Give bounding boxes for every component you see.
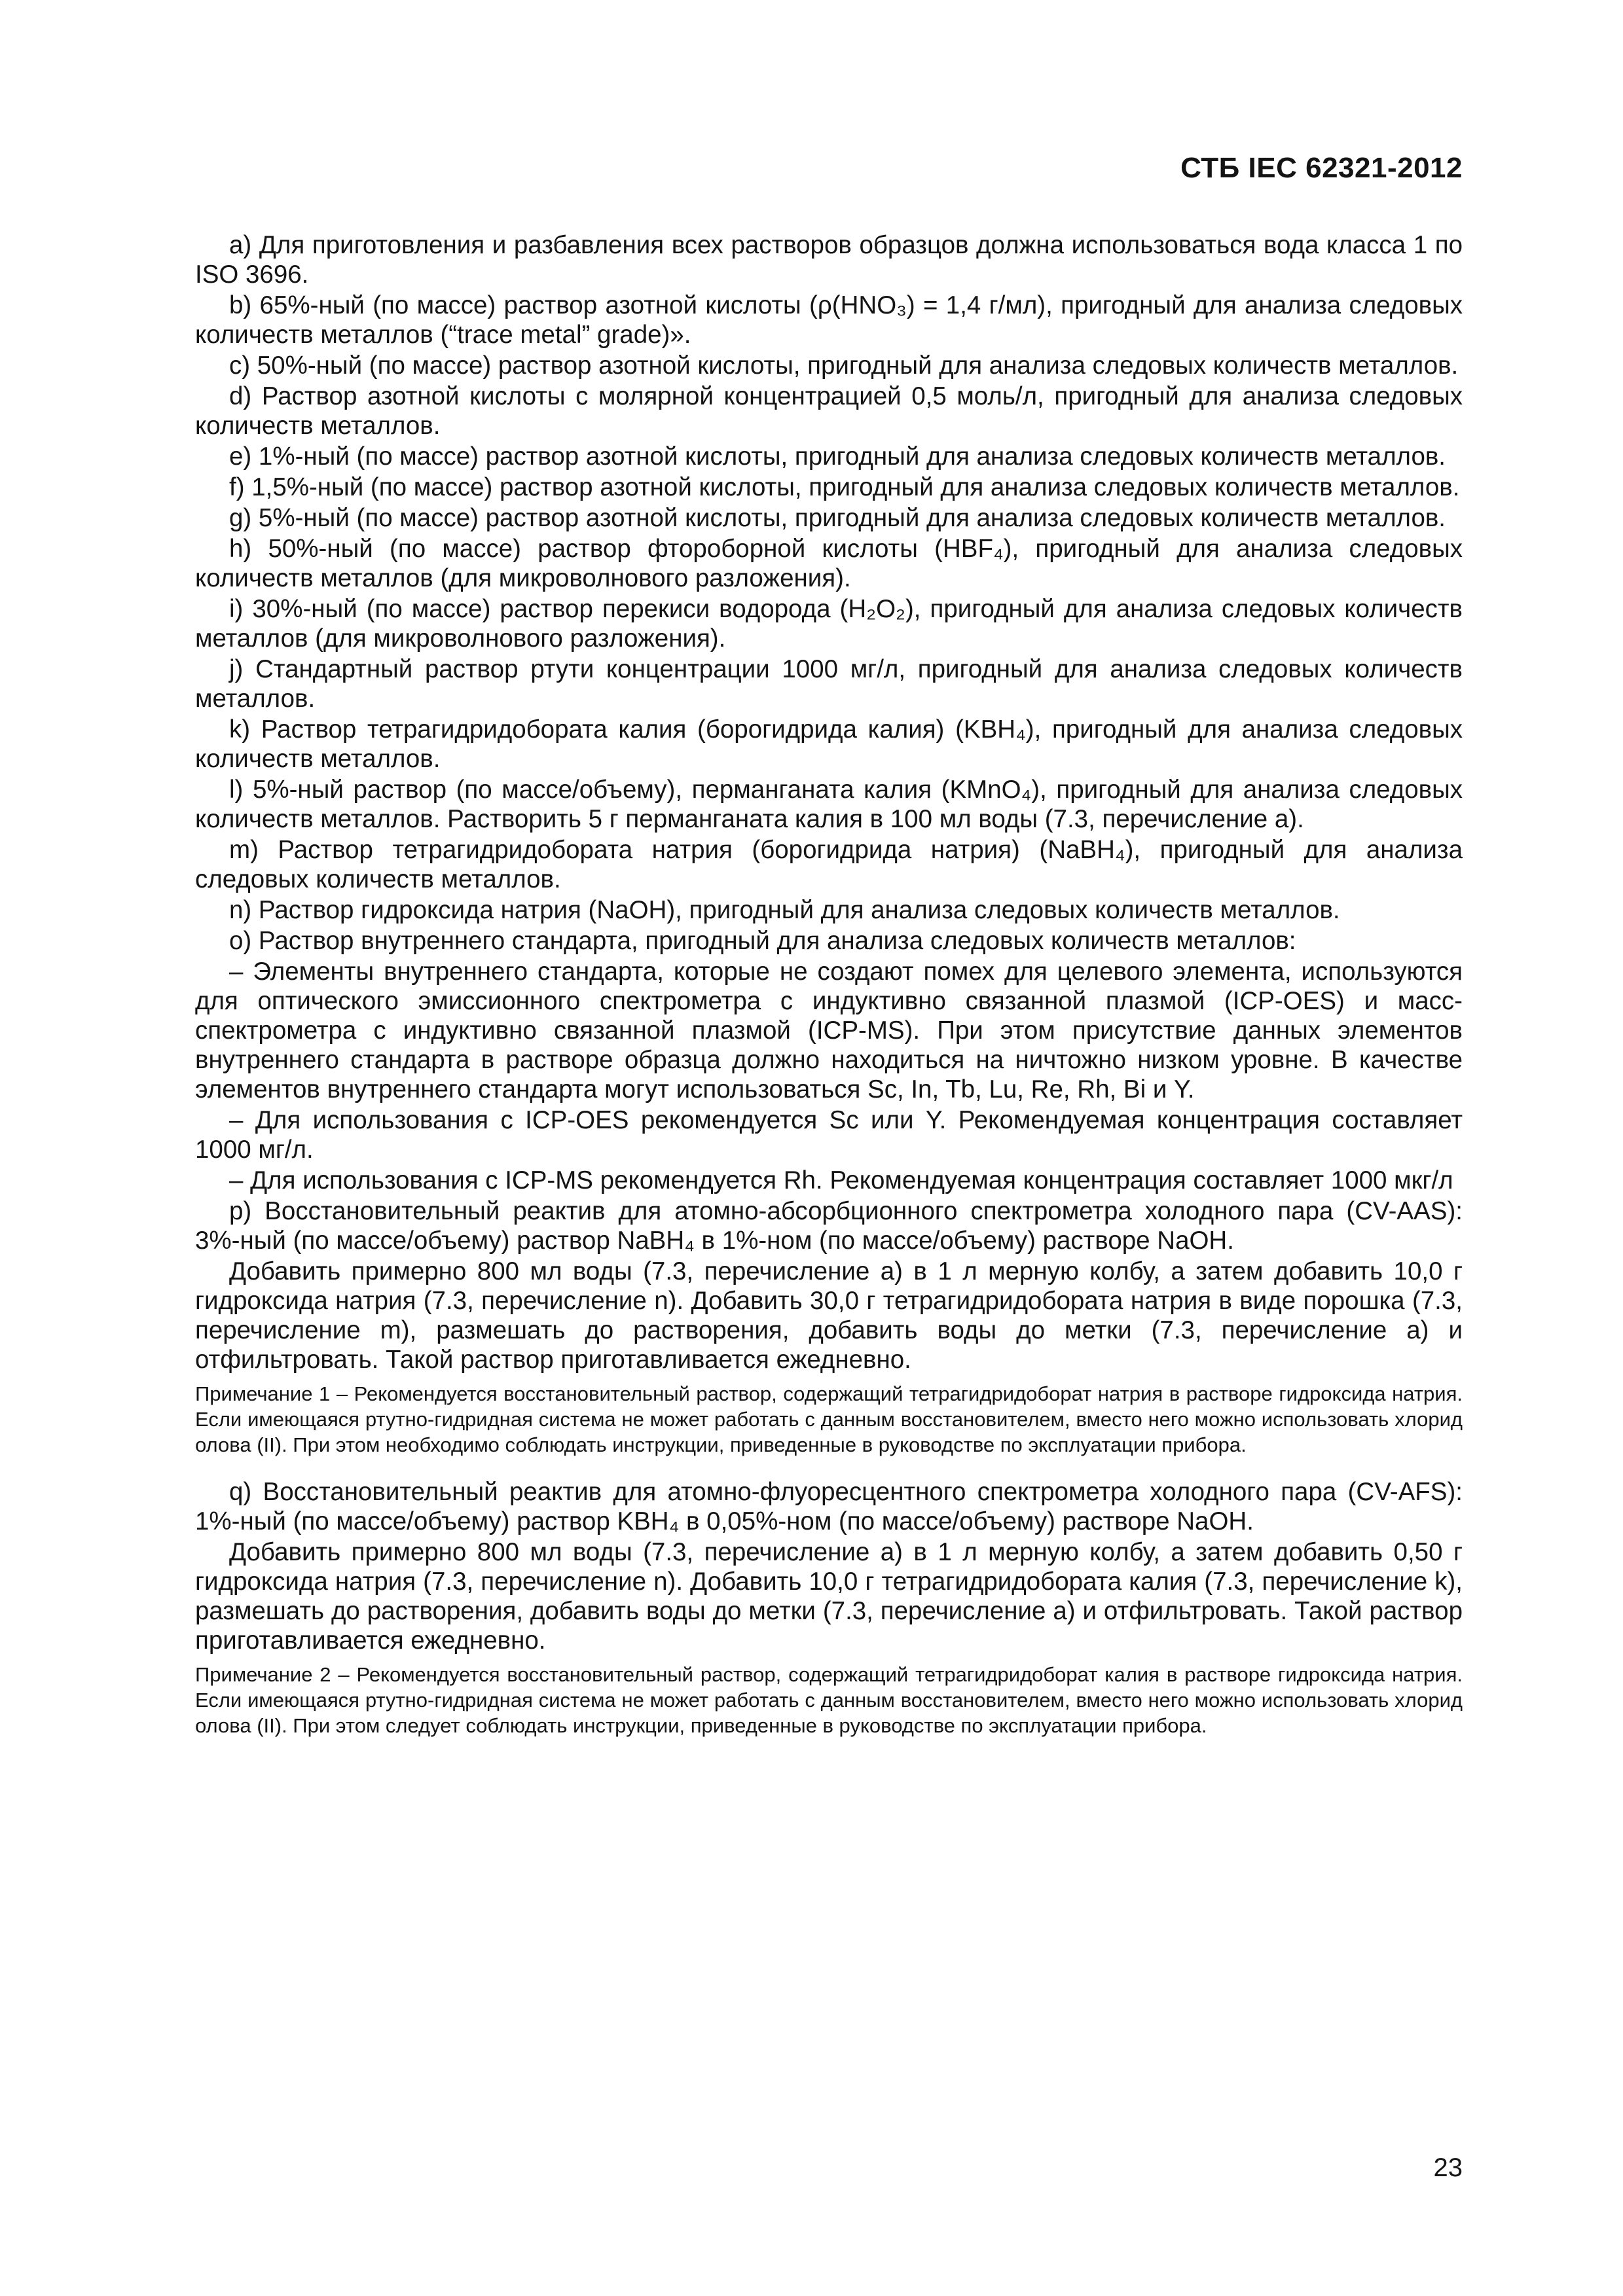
item-q: q) Восстановительный реактив для атомно-флуоресцентного спектрометра холодного пара (CV-AFS): 1%-ный (по массе/объему) раствор KBH₄ в 0,05%-ном (по массе/объему) растворе NaOH. [195,1478,1463,1535]
item-p-procedure: Добавить примерно 800 мл воды (7.3, перечисление a) в 1 л мерную колбу, а затем добавить 10,0 г гидроксида натрия (7.3, перечисление n). Добавить 30,0 г тетрагидридобората натрия в виде порошка (7.3, перечисление m), размешать до растворения, добавить воды до метки (7.3, перечисление a) и отфильтровать. Такой раствор приготавливается ежедневно. [195,1257,1463,1374]
item-c: c) 50%-ный (по массе) раствор азотной кислоты, пригодный для анализа следовых количеств металлов. [229,351,1459,380]
item-o-dash-2: – Для использования с ICP-OES рекомендуется Sc или Y. Рекомендуемая концентрация составляет 1000 мг/л. [195,1106,1463,1164]
item-o: o) Раствор внутреннего стандарта, пригодный для анализа следовых количеств металлов: [229,927,1296,955]
item-a: a) Для приготовления и разбавления всех растворов образцов должна использоваться вода класса 1 по ISO 3696. [195,231,1463,289]
item-d: d) Раствор азотной кислоты с молярной концентрацией 0,5 моль/л, пригодный для анализа следовых количеств металлов. [195,382,1463,440]
item-h: h) 50%-ный (по массе) раствор фтороборной кислоты (HBF₄), пригодный для анализа следовых количеств металлов (для микроволнового разложения). [195,535,1463,592]
item-g: g) 5%-ный (по массе) раствор азотной кислоты, пригодный для анализа следовых количеств металлов. [229,504,1446,532]
item-m: m) Раствор тетрагидридобората натрия (борогидрида натрия) (NaBH₄), пригодный для анализа следовых количеств металлов. [195,836,1463,893]
item-o-dash-1: – Элементы внутреннего стандарта, которые не создают помех для целевого элемента, используются для оптического эмиссионного спектрометра с индуктивно связанной плазмой (ICP-OES) и масс-спектрометра с индуктивно связанной плазмой (ICP-MS). При этом присутствие данных элементов внутреннего стандарта в растворе образца должно находиться на ничтожно низком уровне. В качестве элементов внутреннего стандарта могут использоваться Sc, In, Tb, Lu, Re, Rh, Bi и Y. [195,958,1463,1103]
item-f: f) 1,5%-ный (по массе) раствор азотной кислоты, пригодный для анализа следовых количеств металлов. [229,473,1460,501]
item-b: b) 65%-ный (по массе) раствор азотной кислоты (ρ(HNO₃) = 1,4 г/мл), пригодный для анализа следовых количеств металлов (“trace metal” grade)». [195,291,1463,349]
item-k: k) Раствор тетрагидридобората калия (борогидрида калия) (KBH₄), пригодный для анализа следовых количеств металлов. [195,715,1463,773]
item-e: e) 1%-ный (по массе) раствор азотной кислоты, пригодный для анализа следовых количеств металлов. [229,442,1446,471]
item-l: l) 5%-ный раствор (по массе/объему), перманганата калия (KMnO₄), пригодный для анализа следовых количеств металлов. Растворить 5 г перманганата калия в 100 мл воды (7.3, перечисление a). [195,776,1463,833]
item-i: i) 30%-ный (по массе) раствор перекиси водорода (H₂O₂), пригодный для анализа следовых количеств металлов (для микроволнового разложения). [195,595,1463,653]
item-j: j) Стандартный раствор ртути концентрации 1000 мг/л, пригодный для анализа следовых количеств металлов. [195,655,1463,713]
item-q-procedure: Добавить примерно 800 мл воды (7.3, перечисление a) в 1 л мерную колбу, а затем добавить 0,50 г гидроксида натрия (7.3, перечисление n). Добавить 10,0 г тетрагидридобората калия (7.3, перечисление k), размешать до растворения, добавить воды до метки (7.3, перечисление a) и отфильтровать. Такой раствор приготавливается ежедневно. [195,1538,1463,1655]
item-n: n) Раствор гидроксида натрия (NaOH), пригодный для анализа следовых количеств металлов. [229,896,1340,924]
page-number: 23 [1433,2153,1463,2182]
note-2: Примечание 2 – Рекомендуется восстановительный раствор, содержащий тетрагидридоборат калия в растворе гидроксида натрия. Если имеющаяся ртутно-гидридная система не может работать с данным восстановителем, вместо него можно использовать хлорид олова (II). При этом следует соблюдать инструкции, приведенные в руководстве по эксплуатации прибора. [195,1663,1463,1737]
item-p: p) Восстановительный реактив для атомно-абсорбционного спектрометра холодного пара (CV-AAS): 3%-ный (по массе/объему) раствор NaBH₄ в 1%-ном (по массе/объему) растворе NaOH. [195,1197,1463,1255]
document-body [195,230,1463,1758]
note-1: Примечание 1 – Рекомендуется восстановительный раствор, содержащий тетрагидридоборат натрия в растворе гидроксида натрия. Если имеющаяся ртутно-гидридная система не может работать с данным восстановителем, вместо него можно использовать хлорид олова (II). При этом необходимо соблюдать инструкции, приведенные в руководстве по эксплуатации прибора. [195,1382,1463,1456]
item-o-dash-3: – Для использования с ICP-MS рекомендуется Rh. Рекомендуемая концентрация составляет 1000 мкг/л [229,1166,1453,1194]
document-number: СТБ IEC 62321-2012 [1180,152,1463,184]
